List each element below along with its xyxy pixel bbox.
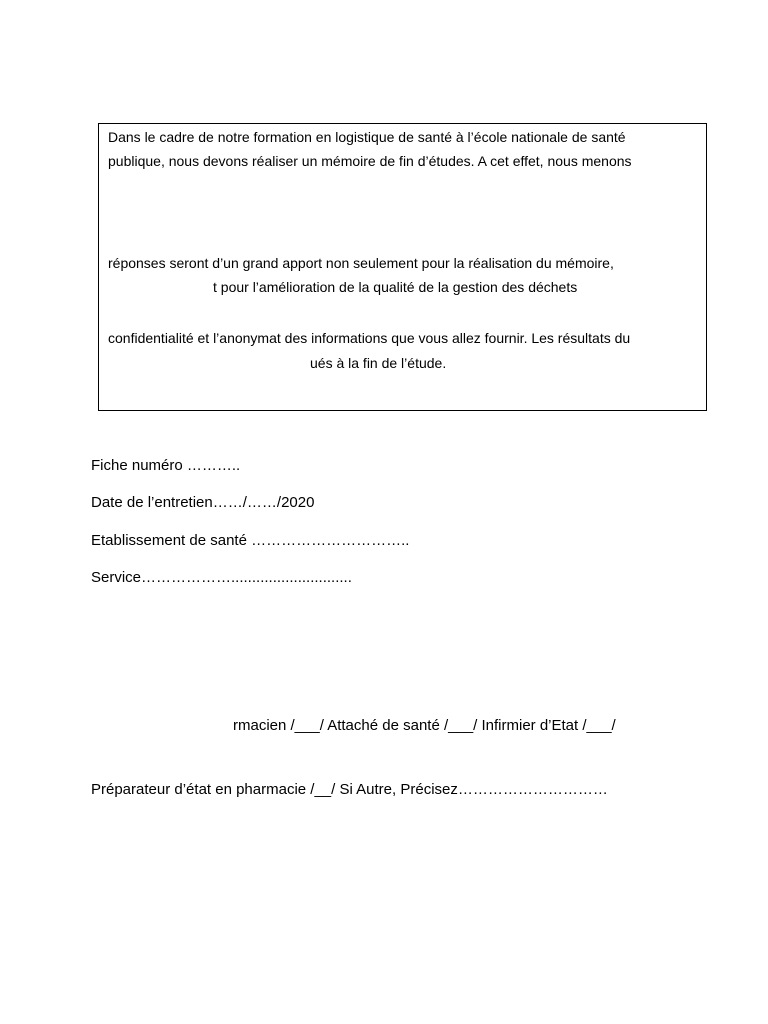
fiche-number-field: Fiche numéro ……….. [91, 457, 241, 474]
health-facility-field: Etablissement de santé ………………………….. [91, 532, 410, 549]
intro-line-4: t pour l’amélioration de la qualité de la gestion des déchets [213, 279, 578, 295]
intro-line-3: réponses seront d’un grand apport non seulement pour la réalisation du mémoire, [108, 255, 614, 271]
profession-options-line-1: rmacien /___/ Attaché de santé /___/ Infirmier d’Etat /___/ [233, 717, 616, 734]
intro-line-5: confidentialité et l’anonymat des informations que vous allez fournir. Les résultats du [108, 330, 631, 346]
intro-line-6: ués à la fin de l’étude. [310, 355, 447, 371]
interview-date-field: Date de l’entretien……/……/2020 [91, 494, 315, 511]
intro-line-2: publique, nous devons réaliser un mémoire de fin d’études. A cet effet, nous menons [108, 153, 632, 169]
intro-line-1: Dans le cadre de notre formation en logistique de santé à l’école nationale de santé [108, 129, 626, 145]
service-field: Service………………............................. [91, 569, 352, 586]
profession-options-line-2: Préparateur d’état en pharmacie /__/ Si Autre, Précisez………………………… [91, 781, 608, 798]
